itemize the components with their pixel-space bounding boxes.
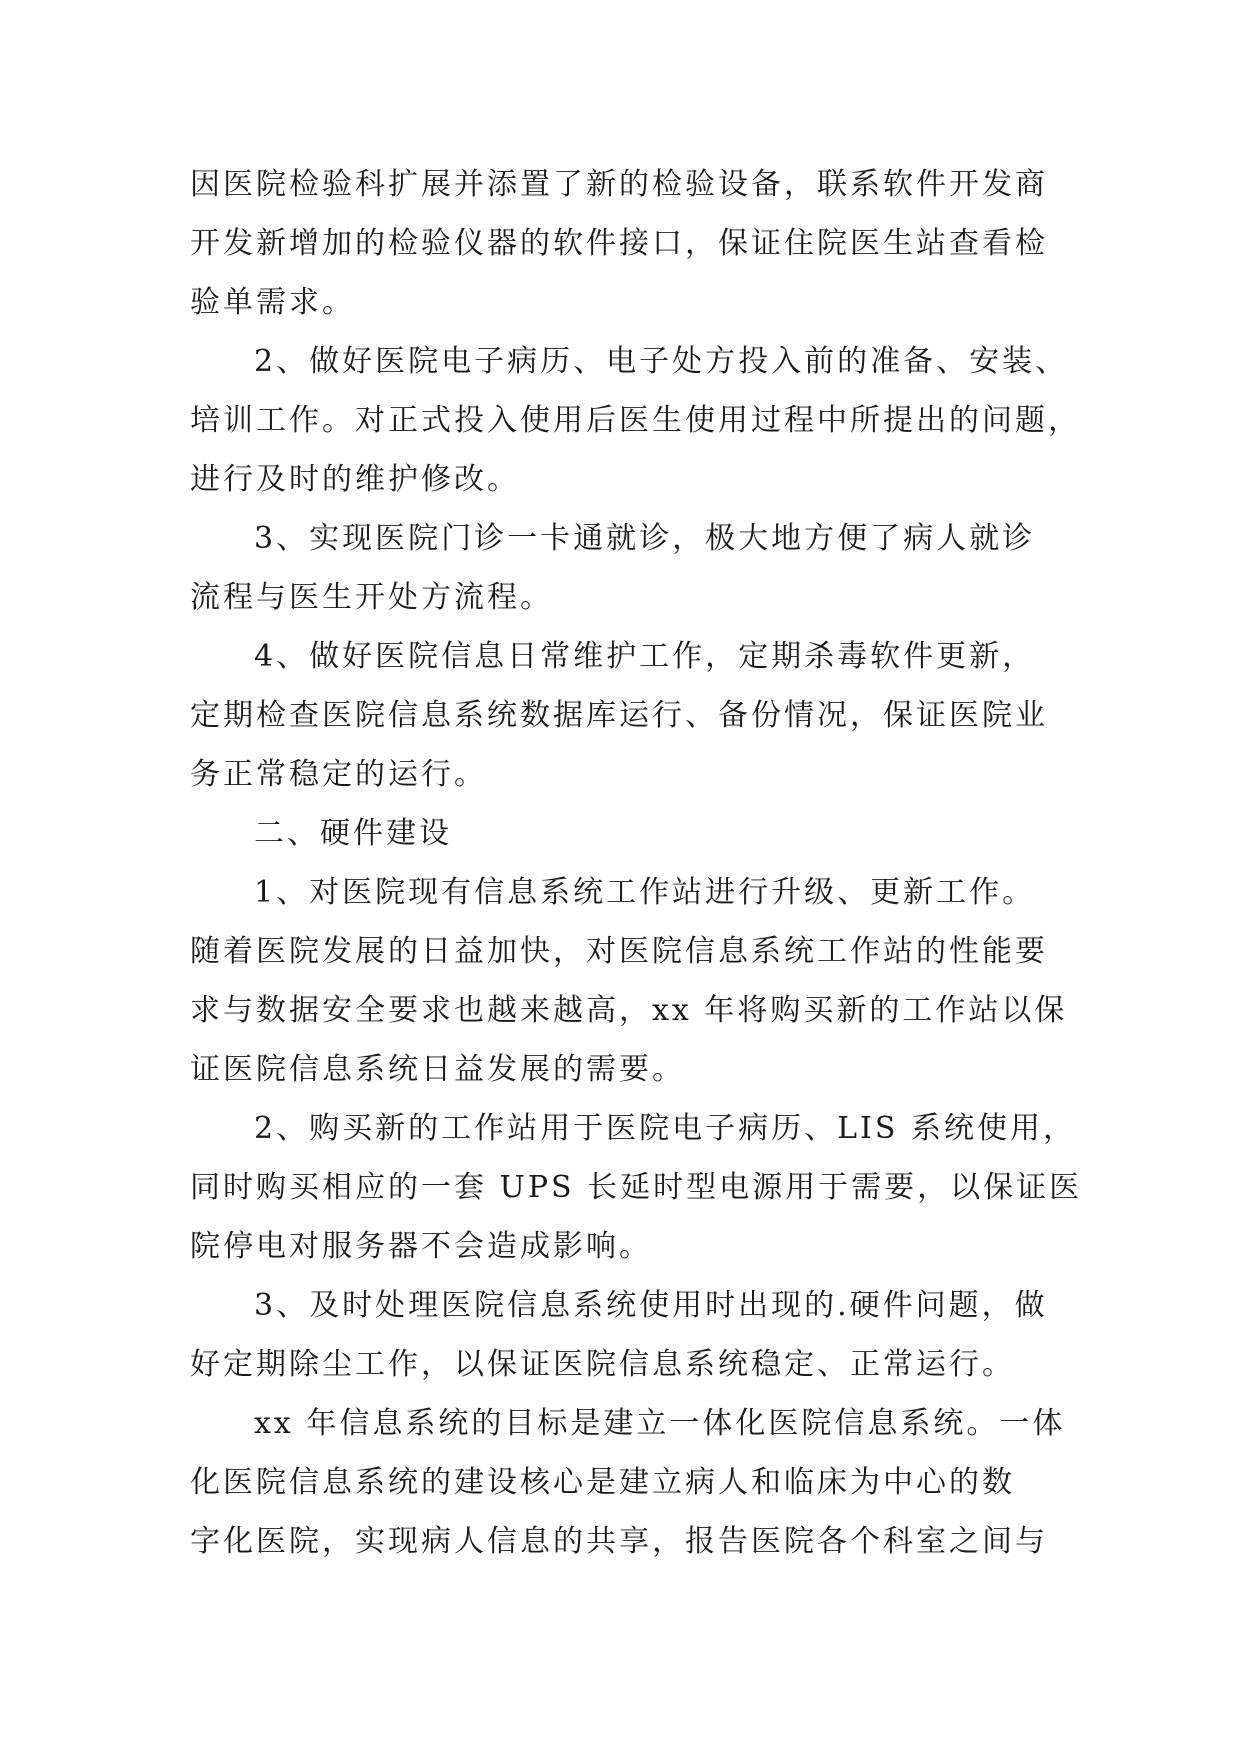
text-line: 3、及时处理医院信息系统使用时出现的.硬件问题，做 bbox=[254, 1288, 1048, 1323]
text-line: 院停电对服务器不会造成影响。 bbox=[190, 1229, 652, 1264]
text-line: 同时购买相应的一套 UPS 长延时型电源用于需要，以保证医 bbox=[190, 1170, 1083, 1205]
text-line: 流程与医生开处方流程。 bbox=[190, 580, 553, 615]
text-line: 3、实现医院门诊一卡通就诊，极大地方便了病人就诊 bbox=[254, 521, 1036, 556]
text-line: 随着医院发展的日益加快，对医院信息系统工作站的性能要 bbox=[190, 934, 1048, 969]
text-line: 开发新增加的检验仪器的软件接口，保证住院医生站查看检 bbox=[190, 226, 1048, 261]
text-line: 2、做好医院电子病历、电子处方投入前的准备、安装、 bbox=[254, 344, 1069, 379]
text-line: 求与数据安全要求也越来越高，xx 年将购买新的工作站以保 bbox=[190, 993, 1068, 1028]
text-line: 因医院检验科扩展并添置了新的检验设备，联系软件开发商 bbox=[190, 167, 1048, 202]
text-line: 好定期除尘工作，以保证医院信息系统稳定、正常运行。 bbox=[190, 1347, 1015, 1382]
text-line: 证医院信息系统日益发展的需要。 bbox=[190, 1052, 685, 1087]
text-line: xx 年信息系统的目标是建立一体化医院信息系统。一体 bbox=[254, 1406, 1066, 1441]
text-line: 2、购买新的工作站用于医院电子病历、LIS 系统使用， bbox=[254, 1111, 1076, 1146]
text-line: 化医院信息系统的建设核心是建立病人和临床为中心的数 bbox=[190, 1465, 1015, 1500]
text-line: 培训工作。对正式投入使用后医生使用过程中所提出的问题， bbox=[190, 403, 1081, 438]
text-line: 字化医院，实现病人信息的共享，报告医院各个科室之间与 bbox=[190, 1524, 1048, 1559]
text-line: 二、硬件建设 bbox=[254, 816, 452, 851]
text-line: 定期检查医院信息系统数据库运行、备份情况，保证医院业 bbox=[190, 698, 1048, 733]
text-line: 务正常稳定的运行。 bbox=[190, 757, 487, 792]
text-line: 进行及时的维护修改。 bbox=[190, 462, 520, 497]
text-line: 1、对医院现有信息系统工作站进行升级、更新工作。 bbox=[254, 875, 1036, 910]
text-line: 验单需求。 bbox=[190, 285, 355, 320]
text-line: 4、做好医院信息日常维护工作，定期杀毒软件更新， bbox=[254, 639, 1036, 674]
document-body bbox=[190, 155, 1083, 1571]
